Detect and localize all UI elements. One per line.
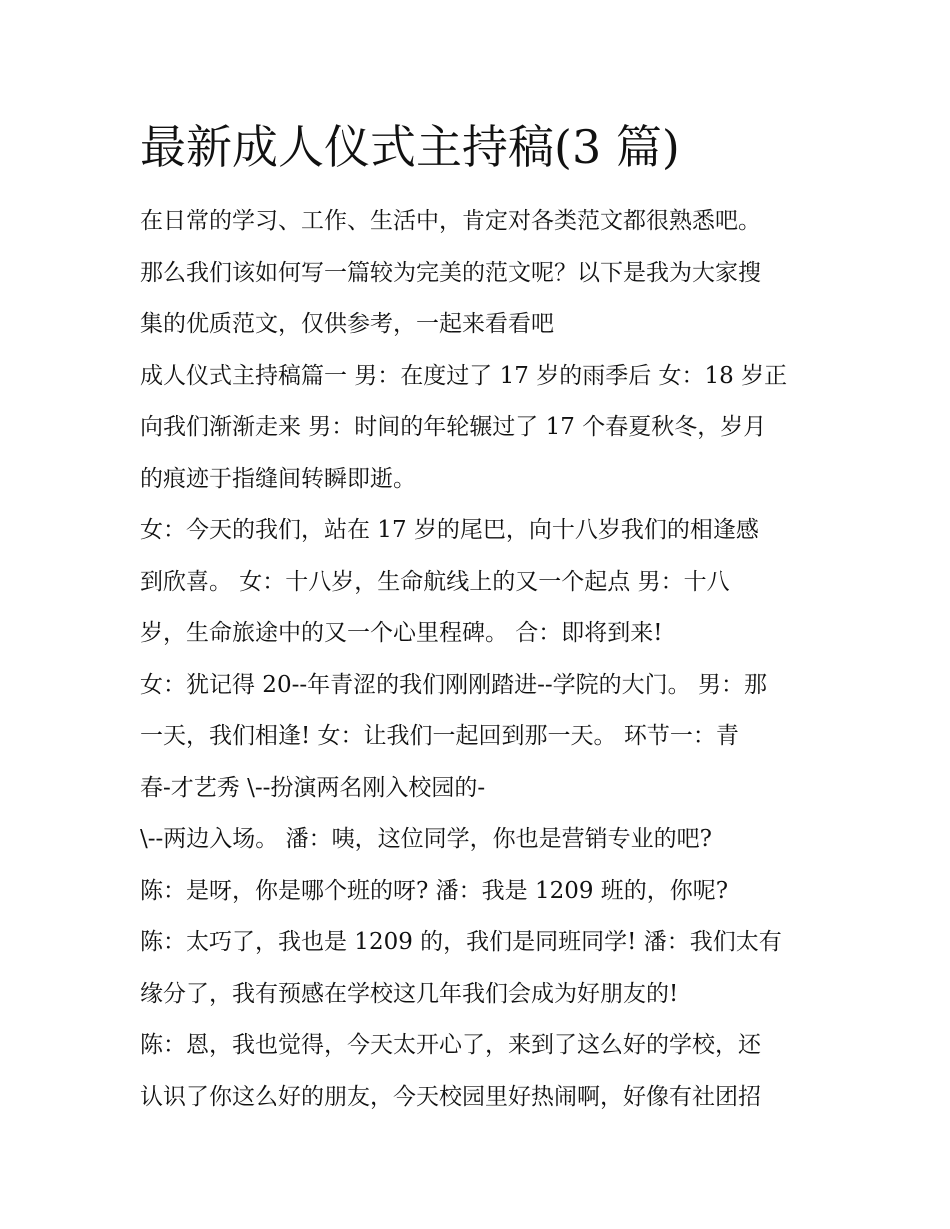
body-line: 陈：恩，我也觉得，今天太开心了，来到了这么好的学校，还 — [140, 1032, 761, 1058]
body-line: 女：今天的我们，站在 17 岁的尾巴，向十八岁我们的相逢感 — [140, 517, 759, 543]
body-line: 认识了你这么好的朋友，今天校园里好热闹啊，好像有社团招 — [140, 1083, 761, 1110]
body-line: 陈：太巧了，我也是 1209 的，我们是同班同学! 潘：我们太有 — [140, 929, 782, 955]
body-line: 的痕迹于指缝间转瞬即逝。 — [140, 465, 416, 492]
body-line: 缘分了，我有预感在学校这几年我们会成为好朋友的! — [140, 980, 679, 1007]
body-line: 一天，我们相逢! 女：让我们一起回到那一天。 环节一：青 — [140, 723, 739, 749]
body-line: 集的优质范文，仅供参考，一起来看看吧 — [140, 311, 554, 337]
body-line: 女：犹记得 20--年青涩的我们刚刚踏进--学院的大门。 男：那 — [140, 671, 767, 698]
body-line: 向我们渐渐走来 男：时间的年轮辗过了 17 个春夏秋冬，岁月 — [140, 414, 767, 440]
body-line: 岁，生命旅途中的又一个心里程碑。 合：即将到来! — [140, 620, 663, 646]
body-line: 那么我们该如何写一篇较为完美的范文呢？以下是我为大家搜 — [140, 259, 761, 286]
body-line: 春-才艺秀 \--扮演两名刚入校园的- — [140, 774, 486, 801]
document-title: 最新成人仪式主持稿(3 篇) — [140, 120, 680, 174]
body-line: 到欣喜。 女：十八岁，生命航线上的又一个起点 男：十八 — [140, 568, 730, 595]
body-line: 成人仪式主持稿篇一 男：在度过了 17 岁的雨季后 女：18 岁正 — [140, 362, 788, 389]
body-line: \--两边入场。 潘：咦，这位同学，你也是营销专业的吧? — [140, 826, 712, 852]
body-line: 在日常的学习、工作、生活中，肯定对各类范文都很熟悉吧。 — [140, 208, 761, 234]
body-line: 陈：是呀，你是哪个班的呀? 潘：我是 1209 班的，你呢? — [140, 877, 729, 904]
document-body — [140, 196, 820, 1123]
